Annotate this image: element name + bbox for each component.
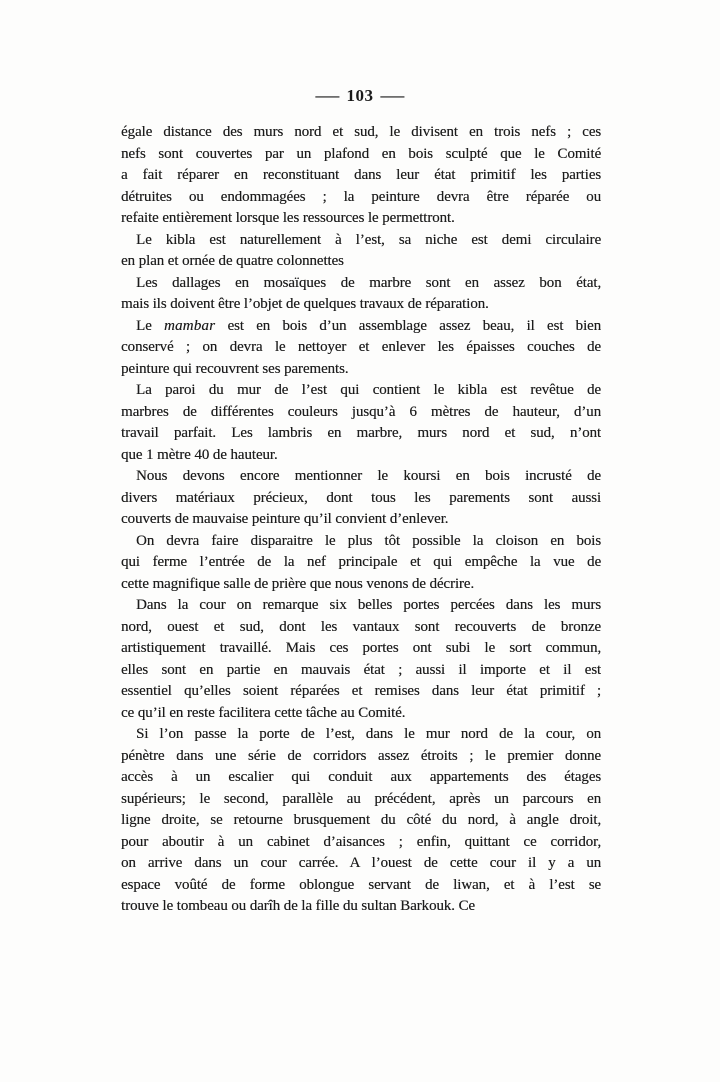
- text-line: trouve le tombeau ou darîh de la fille du sultan Barkouk. Ce: [121, 898, 475, 914]
- text-line: que 1 mètre 40 de hauteur.: [121, 446, 278, 463]
- text-line: égale distance des murs nord et sud, le divisent en trois nefs ; ces: [121, 124, 601, 140]
- paragraph: [121, 380, 601, 466]
- paragraph: [121, 122, 601, 230]
- text-line: Si l’on passe la porte de l’est, dans le mur nord de la cour, on: [136, 726, 601, 742]
- text-line: ligne droite, se retourne brusquement du côté du nord, à angle droit,: [121, 812, 601, 828]
- text-line: Nous devons encore mentionner le koursi en bois incrusté de: [136, 468, 601, 484]
- page-header: [0, 86, 720, 106]
- text-line: pour aboutir à un cabinet d’aisances ; enfin, quittant ce corridor,: [121, 833, 601, 850]
- text-line: refaite entièrement lorsque les ressources le permettront.: [121, 210, 455, 226]
- text-line: mais ils doivent être l’objet de quelques travaux de réparation.: [121, 296, 489, 312]
- text-line: La paroi du mur de l’est qui contient le kibla est revêtue de: [136, 382, 601, 398]
- text-line: qui ferme l’entrée de la nef principale et qui empêche la vue de: [121, 554, 601, 570]
- text-line: marbres de différentes couleurs jusqu’à 6 mètres de hauteur, d’un: [121, 403, 601, 420]
- text-line: conservé ; on devra le nettoyer et enlever les épaisses couches de: [121, 339, 601, 355]
- text-line: supérieurs; le second, parallèle au précédent, après un parcours en: [121, 790, 601, 807]
- text-line: cette magnifique salle de prière que nous venons de décrire.: [121, 575, 475, 592]
- text-line: Le kibla est naturellement à l’est, sa niche est demi circulaire: [136, 231, 601, 248]
- text-line: Les dallages en mosaïques de marbre sont en assez bon état,: [136, 274, 601, 291]
- paragraph: [121, 273, 601, 316]
- text-line: détruites ou endommagées ; la peinture devra être réparée ou: [121, 188, 601, 205]
- paragraph: [121, 595, 601, 724]
- text-line: Dans la cour on remarque six belles portes percées dans les murs: [136, 597, 601, 613]
- text-line: divers matériaux précieux, dont tous les parements sont aussi: [121, 489, 601, 506]
- text-line: couverts de mauvaise peinture qu’il convient d’enlever.: [121, 511, 449, 527]
- text-line: peinture qui recouvrent ses parements.: [121, 360, 349, 377]
- text-line: espace voûté de forme oblongue servant de liwan, et à l’est se: [121, 876, 601, 893]
- text-line: elles sont en partie en mauvais état ; aussi il importe et il est: [121, 661, 601, 678]
- header-left-dash: —: [315, 86, 340, 105]
- paragraph: [121, 230, 601, 273]
- text-line: travail parfait. Les lambris en marbre, murs nord et sud, n’ont: [121, 425, 601, 441]
- text-line: pénètre dans une série de corridors assez étroits ; le premier donne: [121, 747, 601, 764]
- text-line: en plan et ornée de quatre colonnettes: [121, 253, 344, 269]
- text-line: On devra faire disparaitre le plus tôt possible la cloison en bois: [136, 532, 601, 549]
- text-line: Le mambar est en bois d’un assemblage assez beau, il est bien: [136, 317, 601, 334]
- text-line: a fait réparer en reconstituant dans leur état primitif les parties: [121, 167, 601, 183]
- page-number: 103: [346, 86, 374, 105]
- text-line: ce qu’il en reste facilitera cette tâche au Comité.: [121, 704, 406, 721]
- text-line: on arrive dans un cour carrée. A l’ouest de cette cour il y a un: [121, 855, 601, 871]
- text-line: nefs sont couvertes par un plafond en bois sculpté que le Comité: [121, 145, 601, 162]
- paragraph: [121, 531, 601, 596]
- text-block: [121, 122, 601, 918]
- paragraph: [121, 316, 601, 381]
- text-line: artistiquement travaillé. Mais ces portes ont subi le sort commun,: [121, 640, 601, 656]
- text-line: essentiel qu’elles soient réparées et remises dans leur état primitif ;: [121, 683, 601, 699]
- header-right-dash: —: [380, 86, 405, 105]
- text-line: nord, ouest et sud, dont les vantaux sont recouverts de bronze: [121, 618, 601, 635]
- text-line: accès à un escalier qui conduit aux appartements des étages: [121, 769, 601, 785]
- paragraph: [121, 466, 601, 531]
- paragraph: [121, 724, 601, 918]
